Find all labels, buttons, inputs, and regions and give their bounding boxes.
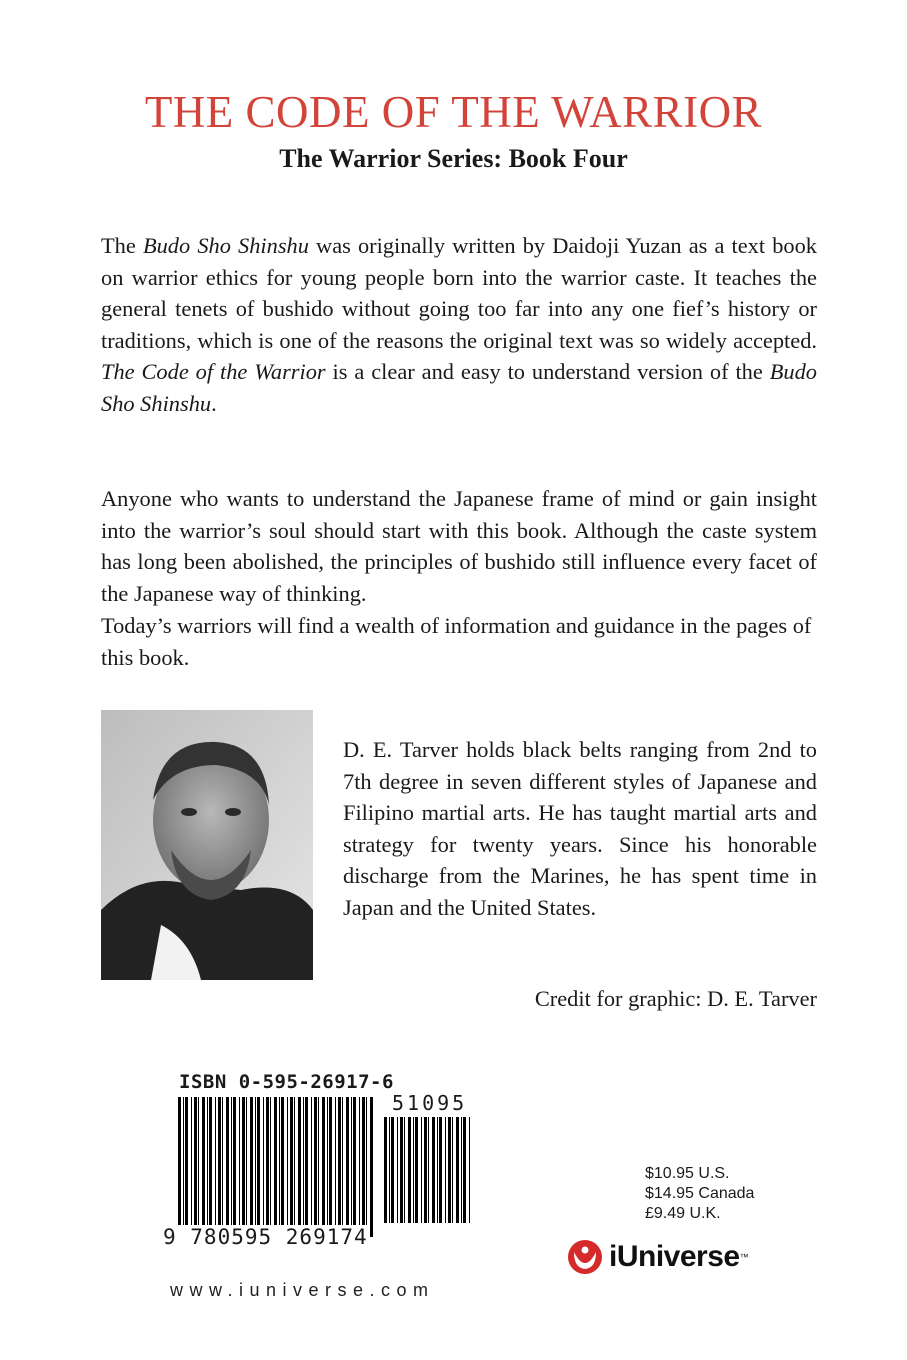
barcode-bar <box>207 1097 208 1225</box>
barcode-bar <box>239 1097 240 1225</box>
barcode-bar <box>437 1117 438 1223</box>
barcode-bar <box>290 1097 293 1225</box>
barcode-bar <box>279 1097 280 1237</box>
barcode-bar <box>250 1097 253 1225</box>
barcode-bar <box>322 1097 325 1225</box>
barcode-bar <box>263 1097 264 1225</box>
barcode-bar <box>366 1097 367 1225</box>
barcode-bar <box>338 1097 341 1225</box>
description-paragraph-3: Today’s warriors will find a wealth of information and guidance in the pages of this book. <box>101 613 812 670</box>
barcode-bar <box>274 1097 277 1237</box>
barcode-bar <box>335 1097 336 1225</box>
description-paragraph-1 <box>101 230 817 419</box>
text-run: was originally written by Daidoji Yuzan as a text book on warrior ethics for young people born into the warrior caste. It teaches the general tenets of bushido without going too far into any one fief’s history or traditions, which is one of the reasons the original text was so widely accepted. <box>101 233 817 353</box>
barcode-bar <box>327 1097 328 1225</box>
text-run: . <box>211 390 217 416</box>
description-paragraph-2: Anyone who wants to understand the Japanese frame of mind or gain insight into the warrior’s soul should start with this book. Although the caste system has long been abolished, the principles of bushido still influence every facet of the Japanese way of thinking. <box>101 486 817 606</box>
isbn-barcode <box>178 1097 374 1237</box>
barcode-bar <box>456 1117 459 1223</box>
barcode-bar <box>202 1097 205 1225</box>
barcode-bar <box>439 1117 442 1223</box>
barcode-bar <box>432 1117 435 1223</box>
barcode-bar <box>314 1097 317 1225</box>
barcode-bar <box>445 1117 446 1223</box>
price-us: $10.95 U.S. <box>645 1165 730 1182</box>
barcode-bar <box>346 1097 349 1225</box>
barcode-bar <box>257 1097 260 1225</box>
barcode-bar <box>183 1097 184 1237</box>
barcode-bar <box>226 1097 229 1225</box>
barcode-bar <box>424 1117 427 1223</box>
barcode-bar <box>222 1097 223 1225</box>
barcode-bar <box>408 1117 411 1223</box>
barcode-bar <box>233 1097 236 1225</box>
barcode-bar <box>415 1117 418 1223</box>
isbn-label: ISBN 0-595-26917-6 <box>179 1071 394 1093</box>
barcode-bar <box>421 1117 422 1223</box>
price-uk: £9.49 U.K. <box>645 1205 721 1222</box>
text-run: is a clear and easy to understand version of the <box>325 359 770 384</box>
barcode-bar <box>270 1097 271 1225</box>
barcode-bar <box>185 1097 188 1225</box>
barcode-bar <box>311 1097 312 1225</box>
barcode-bar <box>351 1097 352 1225</box>
barcode-bar <box>384 1117 387 1223</box>
barcode-bar <box>303 1097 304 1225</box>
barcode-bar <box>318 1097 319 1225</box>
publisher-logo <box>566 1238 749 1276</box>
barcode-bar <box>194 1097 197 1225</box>
barcode-bar <box>400 1117 403 1223</box>
barcode-bar <box>305 1097 308 1225</box>
barcode-bar <box>428 1117 429 1223</box>
book-title: THE CODE OF THE WARRIOR <box>144 87 763 137</box>
barcode-bar <box>218 1097 221 1225</box>
barcode-bar <box>198 1097 199 1225</box>
barcode-bar <box>255 1097 256 1225</box>
barcode-bar <box>231 1097 232 1225</box>
barcode-bar <box>209 1097 212 1225</box>
barcode-bar <box>362 1097 365 1225</box>
italic-title-run: Budo Sho Shinshu <box>101 359 817 416</box>
barcode-bar <box>294 1097 295 1225</box>
barcode-bar <box>353 1097 356 1225</box>
barcode-bar <box>391 1117 394 1223</box>
publisher-url: www.iuniverse.com <box>170 1280 435 1300</box>
barcode-bar <box>246 1097 247 1225</box>
ean-digits: 9 780595 269174 <box>163 1225 368 1249</box>
iuniverse-logo-icon <box>566 1238 604 1276</box>
series-subtitle: The Warrior Series: Book Four <box>279 144 628 173</box>
price-list <box>645 1164 754 1224</box>
barcode-bar <box>461 1117 462 1223</box>
italic-title-run: The Code of the Warrior <box>101 359 326 384</box>
author-photo <box>101 710 313 980</box>
barcode-bar <box>191 1097 192 1225</box>
barcode-bar <box>397 1117 398 1223</box>
publisher-name: iUniverse <box>609 1240 740 1273</box>
barcode-bar <box>266 1097 269 1225</box>
price-barcode <box>384 1117 474 1235</box>
barcode-bar <box>389 1117 390 1223</box>
barcode-bar <box>469 1117 470 1223</box>
barcode-bar <box>178 1097 181 1237</box>
barcode-bar <box>359 1097 360 1225</box>
trademark-symbol: ™ <box>739 1252 749 1262</box>
barcode-bar <box>281 1097 284 1225</box>
italic-title-run: Budo Sho Shinshu <box>142 233 309 258</box>
text-run: The <box>101 233 143 258</box>
barcode-bar <box>342 1097 343 1225</box>
barcode-bar <box>448 1117 451 1223</box>
barcode-bar <box>287 1097 288 1225</box>
price-canada: $14.95 Canada <box>645 1185 755 1202</box>
barcode-bar <box>463 1117 466 1223</box>
barcode-bar <box>452 1117 453 1223</box>
barcode-bar <box>215 1097 216 1225</box>
photo-credit: Credit for graphic: D. E. Tarver <box>534 986 817 1011</box>
barcode-bar <box>404 1117 405 1223</box>
barcode-addon-digits: 51095 <box>392 1091 468 1115</box>
barcode-bar <box>242 1097 245 1225</box>
author-bio: D. E. Tarver holds black belts ranging from 2nd to 7th degree in seven different styles of Japanese and Filipino martial arts. He has taught martial arts and strategy for twenty years. Since his honorable discharge from the Marines, he has spent time in Japan and the United States. <box>343 737 817 920</box>
barcode-bar <box>329 1097 332 1225</box>
barcode-bar <box>298 1097 301 1225</box>
barcode-bar <box>370 1097 373 1237</box>
barcode-bar <box>413 1117 414 1223</box>
